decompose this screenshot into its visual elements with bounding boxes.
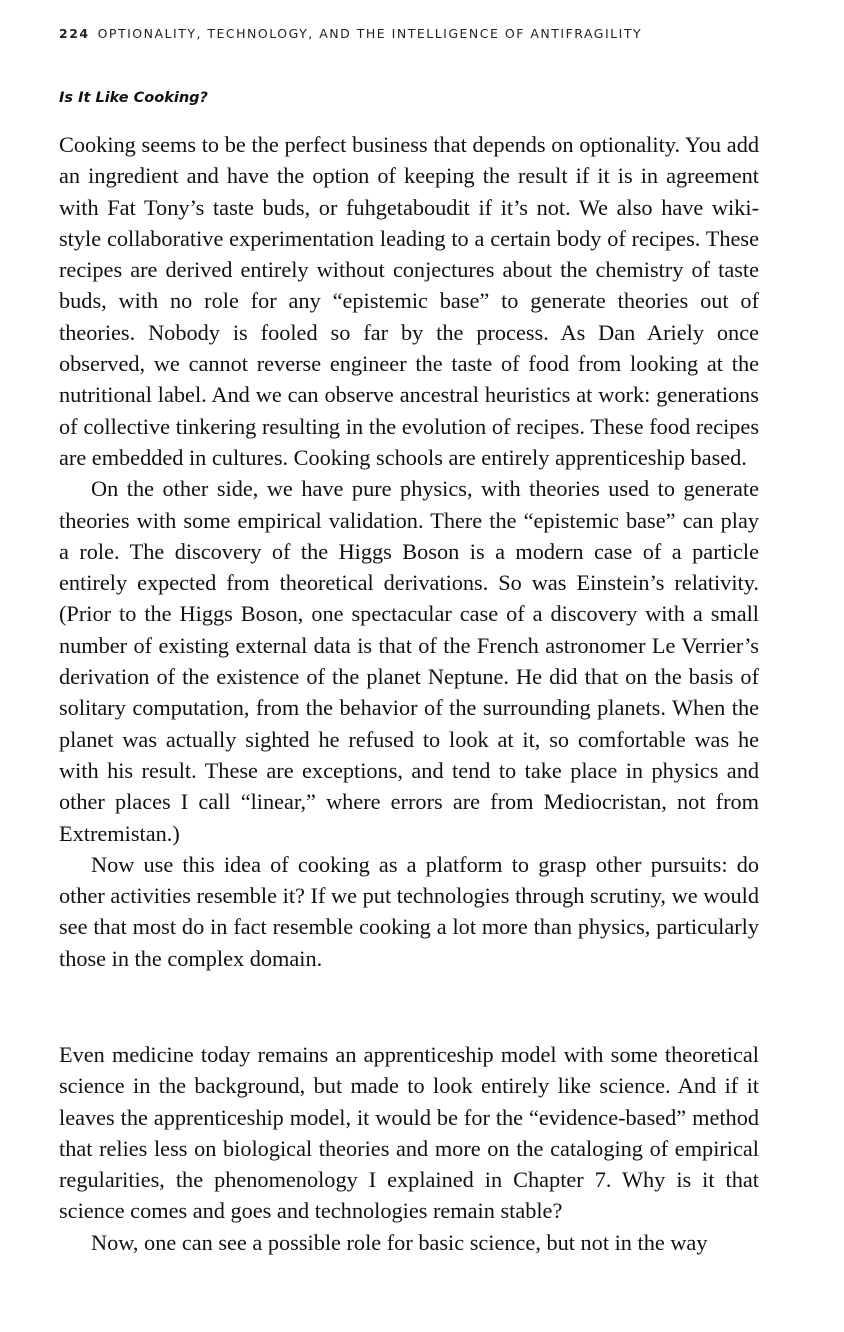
paragraph: Cooking seems to be the perfect business that depends on optionality. You add an ingredient and have the option of keeping the result if it is in agreement with Fat Tony’s taste buds, or fuhgetaboudit if it’s not. We also have wiki-style collaborative experimentation leading to a certain body of recipes. These recipes are derived entirely without conjectures about the chemistry of taste buds, with no role for any “epistemic base” to generate theories out of theories. Nobody is fooled so far by the process. As Dan Ariely once observed, we cannot reverse engineer the taste of food from looking at the nutritional label. And we can observe ancestral heuristics at work: generations of collective tinkering resulting in the evolution of recipes. These food recipes are embedded in cultures. Cooking schools are entirely apprenticeship based. bbox=[59, 132, 759, 470]
page-number: 224 bbox=[59, 26, 90, 41]
running-head bbox=[59, 26, 642, 41]
paragraph: Now use this idea of cooking as a platform to grasp other pursuits: do other activities resemble it? If we put technologies through scrutiny, we would see that most do in fact resemble cooking a lot more than physics, particularly those in the complex domain. bbox=[59, 851, 759, 971]
section-heading: Is It Like Cooking? bbox=[59, 90, 208, 106]
paragraph: Now, one can see a possible role for basic science, but not in the way bbox=[91, 1229, 708, 1255]
body-text-block bbox=[59, 129, 759, 974]
body-text-block bbox=[59, 1039, 759, 1258]
paragraph: Even medicine today remains an apprenticeship model with some theoretical science in the background, but made to look entirely like science. And if it leaves the apprenticeship model, it would be for the “evidence-based” method that relies less on biological theories and more on the cataloging of empirical regularities, the phenomenology I explained in Chapter 7. Why is it that science comes and goes and technologies remain stable? bbox=[59, 1042, 759, 1224]
paragraph: On the other side, we have pure physics, with theories used to generate theories with some empirical validation. There the “epistemic base” can play a role. The discovery of the Higgs Boson is a modern case of a particle entirely expected from theoretical derivations. So was Einstein’s relativity. (Prior to the Higgs Boson, one spectacular case of a discovery with a small number of existing external data is that of the French astronomer Le Verrier’s derivation of the existence of the planet Neptune. He did that on the basis of solitary computation, from the behavior of the surrounding planets. When the planet was actually sighted he refused to look at it, so comfortable was he with his result. These are exceptions, and tend to take place in physics and other places I call “linear,” where errors are from Mediocristan, not from Extremistan.) bbox=[59, 476, 759, 846]
running-title: OPTIONALITY, TECHNOLOGY, AND THE INTELLIGENCE OF ANTIFRAGILITY bbox=[97, 26, 643, 41]
